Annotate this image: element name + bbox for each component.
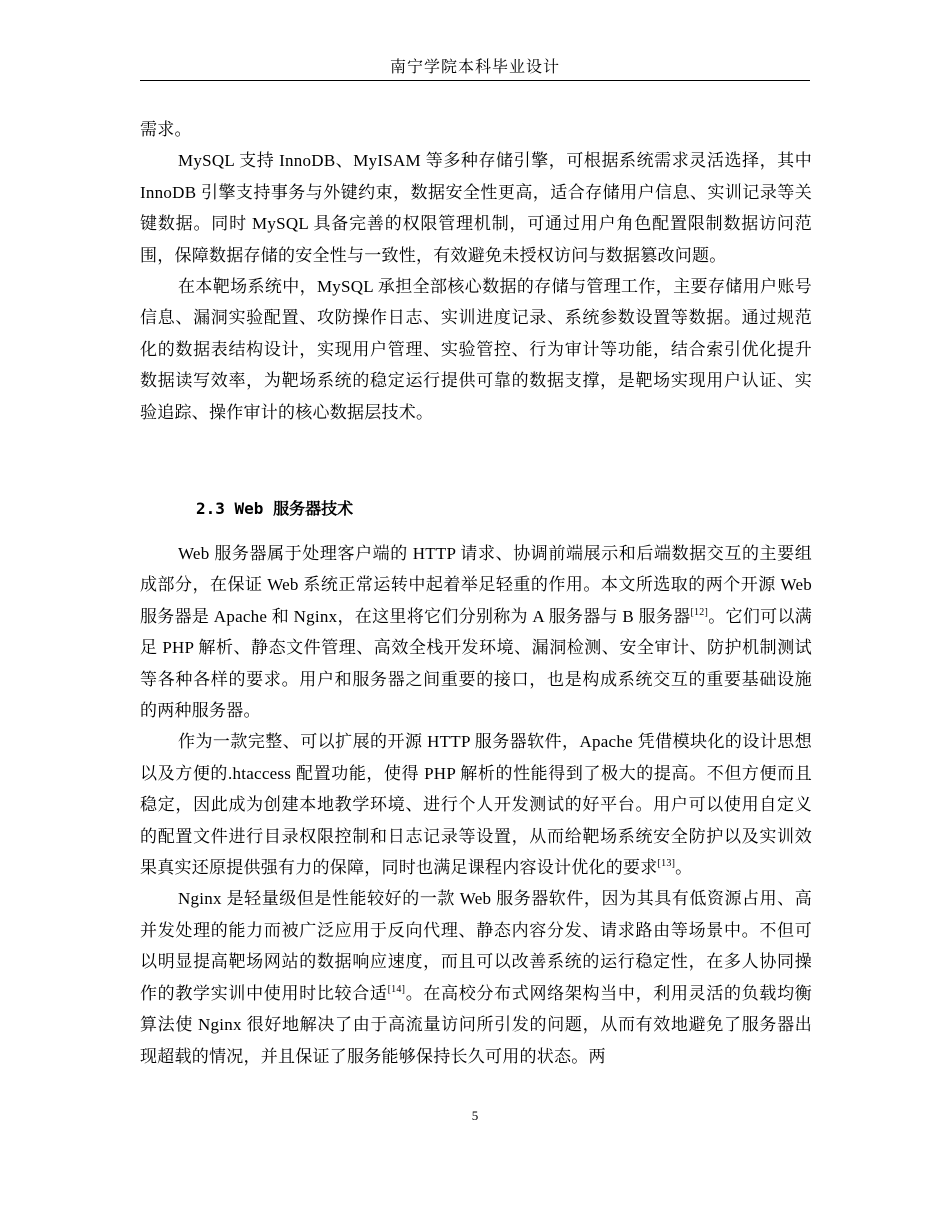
paragraph-text: 。在高校分布式网络架构当中，利用灵活的负载均衡算法使 Nginx 很好地解决了由于高流量访问所引发的问题，从而有效地避免了服务器出现超载的情况，并且保证了服务能够保持长久可用的状态。两 — [140, 983, 813, 1066]
paragraph-text: 。 — [675, 858, 693, 878]
paragraph-web-server-intro — [140, 538, 812, 726]
page-header: 南宁学院本科毕业设计 — [140, 56, 810, 81]
paragraph-continuation: 需求。 — [140, 120, 192, 139]
citation-ref: [13] — [657, 858, 676, 870]
paragraph-apache — [140, 726, 812, 883]
paragraph-mysql-role: 在本靶场系统中，MySQL 承担全部核心数据的存储与管理工作，主要存储用户账号信息、漏洞实验配置、攻防操作日志、实训进度记录、系统参数设置等数据。通过规范化的数据表结构设计，实现用户管理、实验管控、行为审计等功能，结合索引优化提升数据读写效率，为靶场系统的稳定运行提供可靠的数据支撑，是靶场实现用户认证、实验追踪、操作审计的核心数据层技术。 — [140, 277, 812, 422]
paragraph-text: Nginx 是轻量级但是性能较好的一款 Web 服务器软件，因为其具有低资源占用、高并发处理的能力而被广泛应用于反向代理、静态内容分发、请求路由等场景中。不但可以明显提高靶场网站的数据响应速度，而且可以改善系统的运行稳定性，在多人协同操作的教学实训中使用时比较合适 — [140, 889, 812, 1003]
body-text-block — [140, 538, 812, 1072]
citation-ref: [12] — [690, 606, 709, 618]
paragraph-mysql-engines: MySQL 支持 InnoDB、MyISAM 等多种存储引擎，可根据系统需求灵活选择，其中 InnoDB 引擎支持事务与外键约束，数据安全性更高，适合存储用户信息、实训记录等关键数据。同时 MySQL 具备完善的权限管理机制，可通过用户角色配置限制数据访问范围，保障数据存储的安全性与一致性，有效避免未授权访问与数据篡改问题。 — [140, 151, 812, 265]
paragraph-nginx — [140, 883, 812, 1071]
paragraph-text: Web 服务器属于处理客户端的 HTTP 请求、协调前端展示和后端数据交互的主要组成部分，在保证 Web 系统正常运转中起着举足轻重的作用。本文所选取的两个开源 Web 服务器是 Apache 和 Nginx，在这里将它们分别称为 A 服务器与 B 服务器 — [140, 544, 812, 626]
paragraph-text: 作为一款完整、可以扩展的开源 HTTP 服务器软件，Apache 凭借模块化的设计思想以及方便的.htaccess 配置功能，使得 PHP 解析的性能得到了极大的提高。不但方便而且稳定，因此成为创建本地教学环境、进行个人开发测试的好平台。用户可以使用自定义的配置文件进行目录权限控制和日志记录等设置，从而给靶场系统安全防护以及实训效果真实还原提供强有力的保障，同时也满足课程内容设计优化的要求 — [140, 732, 812, 878]
page-number: 5 — [471, 1108, 479, 1123]
paragraph-text: 。它们可以满足 PHP 解析、静态文件管理、高效全栈开发环境、漏洞检测、安全审计、防护机制测试等各种各样的要求。用户和服务器之间重要的接口，也是构成系统交互的重要基础设施的两种服务器。 — [140, 606, 813, 721]
body-text-block — [140, 114, 812, 428]
section-heading: 2.3 Web 服务器技术 — [196, 499, 354, 518]
citation-ref: [14] — [387, 983, 406, 995]
